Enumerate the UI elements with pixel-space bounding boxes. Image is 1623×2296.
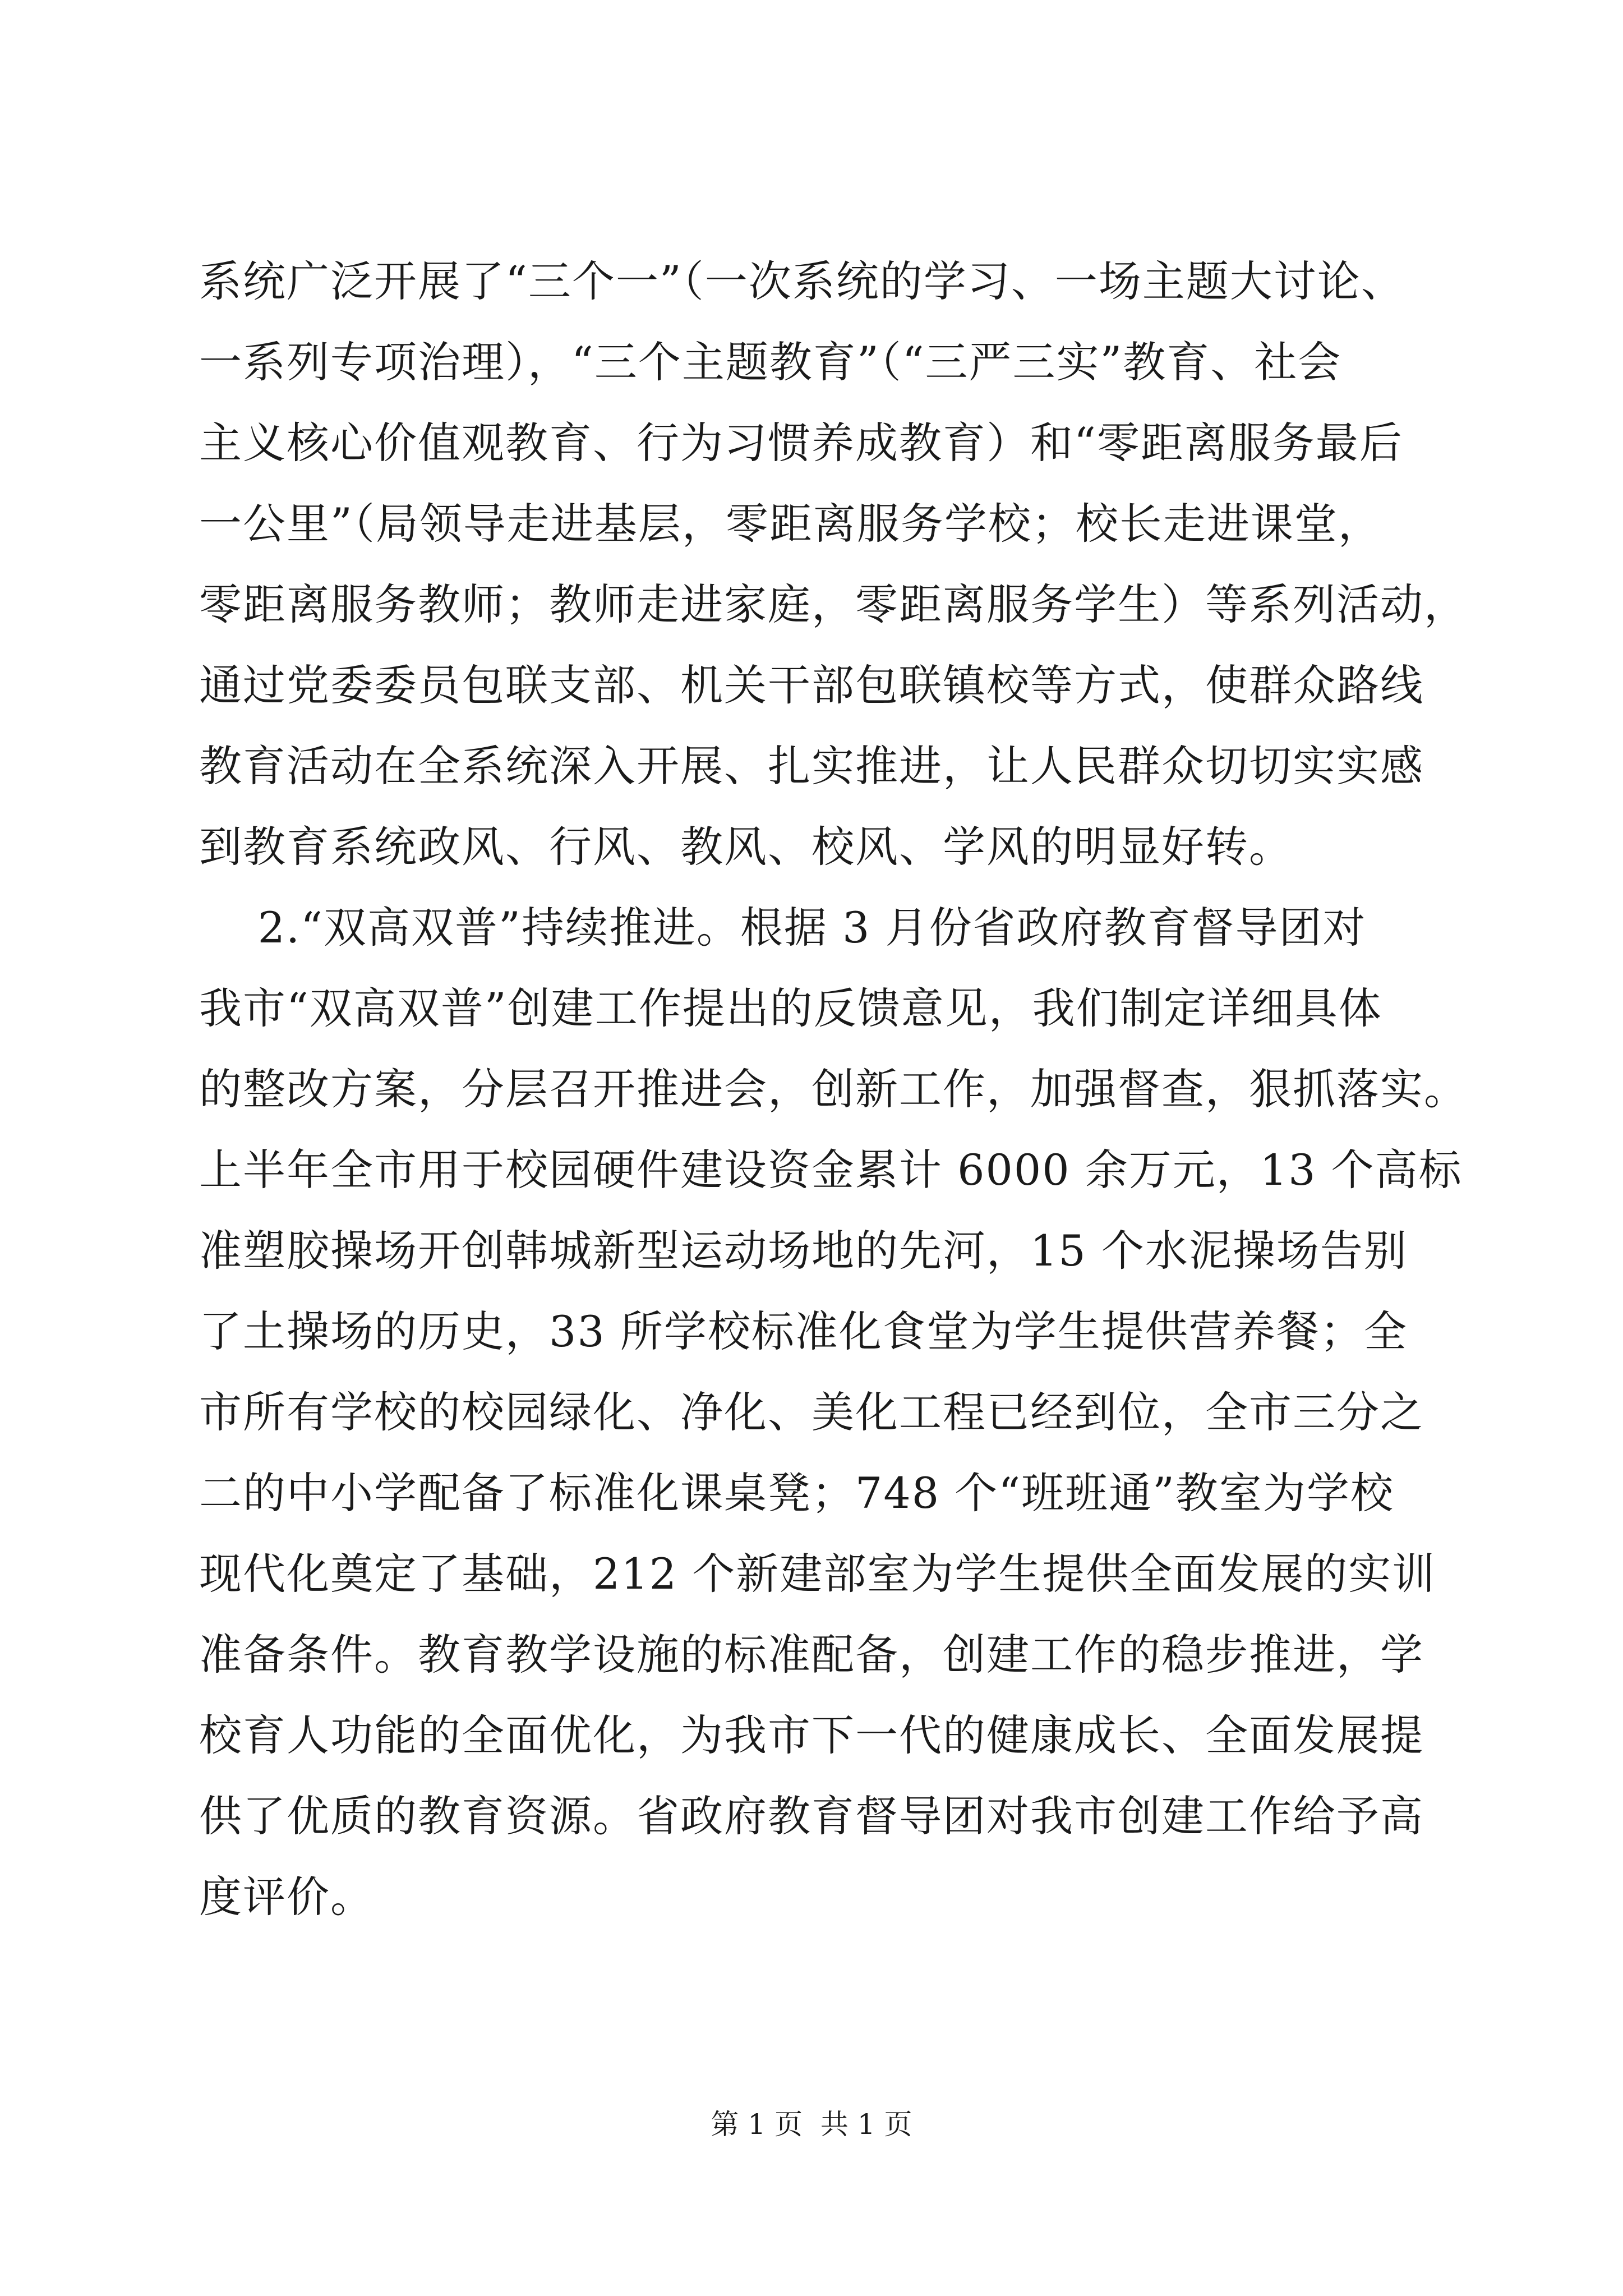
- text-line: 了土操场的历史，33 所学校标准化食堂为学生提供营养餐；全: [199, 1306, 1408, 1356]
- text-line: 一系列专项治理），“三个主题教育”（“三严三实”教育、社会: [199, 337, 1342, 387]
- text-line: 2.“双高双普”持续推进。根据 3 月份省政府教育督导团对: [199, 903, 1367, 953]
- text-line: 我市“双高双普”创建工作提出的反馈意见，我们制定详细具体: [199, 983, 1382, 1033]
- text-line: 供了优质的教育资源。省政府教育督导团对我市创建工作给予高: [199, 1791, 1424, 1841]
- text-line: 零距离服务教师；教师走进家庭，零距离服务学生）等系列活动，: [199, 579, 1468, 629]
- text-line: 通过党委委员包联支部、机关干部包联镇校等方式，使群众路线: [199, 660, 1424, 710]
- text-line: 度评价。: [199, 1872, 374, 1922]
- text-line: 准备条件。教育教学设施的标准配备，创建工作的稳步推进，学: [199, 1630, 1424, 1680]
- text-line: 到教育系统政风、行风、教风、校风、学风的明显好转。: [199, 822, 1293, 872]
- text-line: 的整改方案，分层召开推进会，创新工作，加强督查，狠抓落实。: [199, 1064, 1468, 1114]
- text-line: 现代化奠定了基础，212 个新建部室为学生提供全面发展的实训: [199, 1549, 1436, 1599]
- text-line: 系统广泛开展了“三个一”（一次系统的学习、一场主题大讨论、: [199, 256, 1405, 306]
- page-number-footer: 第 1 页 共 1 页: [711, 2108, 912, 2141]
- text-line: 上半年全市用于校园硬件建设资金累计 6000 余万元，13 个高标: [199, 1145, 1463, 1195]
- text-line: 教育活动在全系统深入开展、扎实推进，让人民群众切切实实感: [199, 741, 1424, 791]
- text-line: 主义核心价值观教育、行为习惯养成教育）和“零距离服务最后: [199, 418, 1403, 468]
- text-line: 校育人功能的全面优化，为我市下一代的健康成长、全面发展提: [199, 1710, 1424, 1760]
- text-line: 一公里”（局领导走进基层，零距离服务学校；校长走进课堂，: [199, 499, 1382, 549]
- text-line: 准塑胶操场开创韩城新型运动场地的先河，15 个水泥操场告别: [199, 1226, 1408, 1276]
- text-line: 二的中小学配备了标准化课桌凳；748 个“班班通”教室为学校: [199, 1468, 1394, 1518]
- document-body: [199, 241, 1468, 1938]
- text-line: 市所有学校的校园绿化、净化、美化工程已经到位，全市三分之: [199, 1387, 1424, 1437]
